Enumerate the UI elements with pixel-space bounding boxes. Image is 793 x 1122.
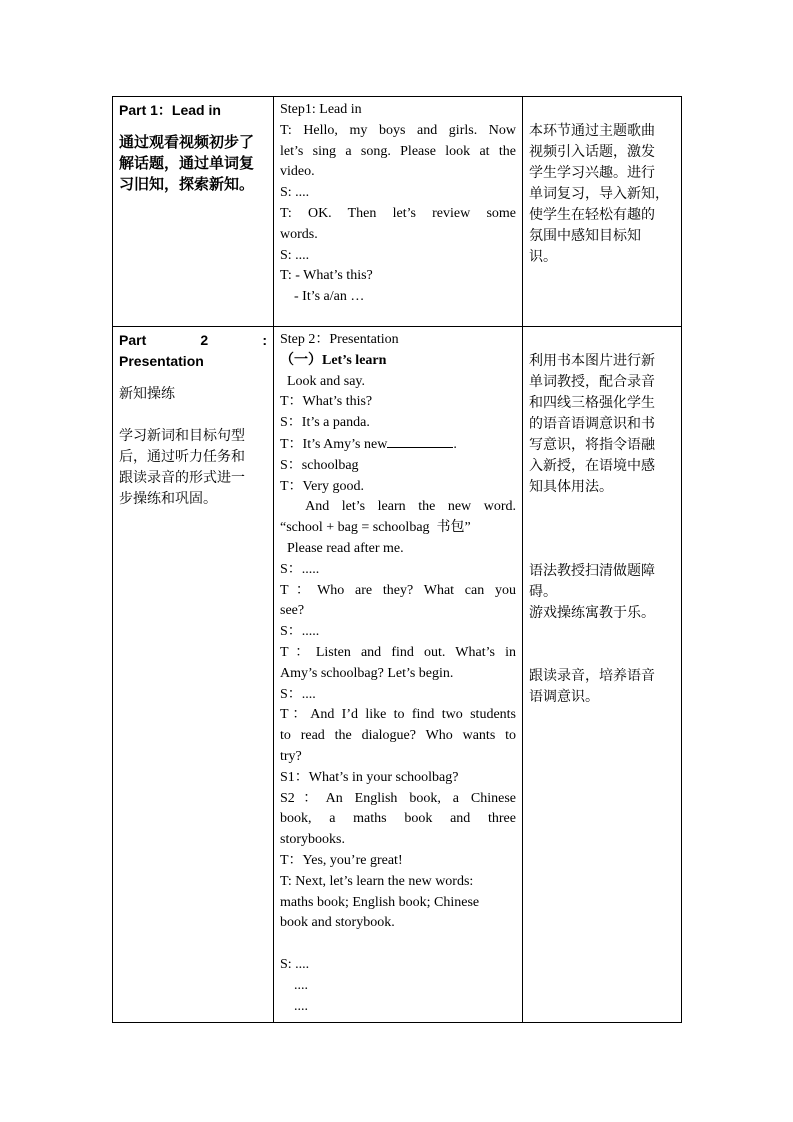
intent-line: 语调意识。 bbox=[529, 689, 599, 705]
dialogue-line: S：schoolbag bbox=[280, 457, 359, 473]
dialogue-line: .... bbox=[280, 977, 308, 993]
intent-line: 本环节通过主题歌曲 bbox=[529, 123, 655, 139]
intent-line: 单词复习，导入新知， bbox=[529, 186, 669, 202]
part1-objective-line: 解话题，通过单词复 bbox=[119, 155, 255, 172]
dialogue-line: S: .... bbox=[280, 957, 310, 973]
dialogue-line: T: - What’s this? bbox=[280, 268, 373, 284]
dialogue-line: to read the dialogue? Who wants to bbox=[280, 728, 516, 744]
dialogue-line: S：..... bbox=[280, 624, 320, 640]
part2-title-word: Part bbox=[119, 332, 147, 348]
part2-intent-cell bbox=[523, 327, 682, 1023]
dialogue-line: T：Very good. bbox=[280, 478, 364, 494]
dialogue-line: - It’s a/an … bbox=[280, 289, 365, 305]
dialogue-line: book, a maths book and three bbox=[280, 811, 516, 827]
dialogue-line: try? bbox=[280, 748, 302, 764]
part1-objective-line: 通过观看视频初步了 bbox=[119, 134, 255, 151]
intent-line: 写意识，将指令语融 bbox=[529, 437, 655, 453]
intent-line: 氛围中感知目标知 bbox=[529, 228, 641, 244]
dialogue-line: words. bbox=[280, 226, 318, 242]
section-title: （一）Let’s learn bbox=[280, 352, 387, 368]
part2-objective-cell bbox=[113, 327, 274, 1023]
dialogue-line: T：Who are they? What can you bbox=[280, 582, 516, 598]
dialogue-line: And let’s learn the new word. bbox=[280, 499, 516, 515]
dialogue-line: T：What’s this? bbox=[280, 394, 373, 410]
part1-intent-cell bbox=[523, 97, 682, 327]
dialogue-line: book and storybook. bbox=[280, 915, 395, 931]
part2-title-number: 2 bbox=[200, 332, 209, 348]
dialogue-line: S1：What’s in your schoolbag? bbox=[280, 769, 459, 785]
part2-objective-line: 后，通过听力任务和 bbox=[119, 448, 245, 465]
dialogue-line: S: .... bbox=[280, 247, 310, 263]
part1-objective-line: 习旧知，探索新知。 bbox=[119, 176, 255, 193]
dialogue-line: Amy’s schoolbag? Let’s begin. bbox=[280, 665, 454, 681]
intent-line: 使学生在轻松有趣的 bbox=[529, 207, 655, 223]
dialogue-line: Look and say. bbox=[280, 373, 366, 389]
row-part-2 bbox=[113, 327, 682, 1023]
part2-objective-line: 跟读录音的形式进一 bbox=[119, 469, 245, 486]
dialogue-line: S：It’s a panda. bbox=[280, 415, 370, 431]
dialogue-line: S：..... bbox=[280, 561, 320, 577]
dialogue-line: T：Listen and find out. What’s in bbox=[280, 644, 516, 660]
part2-subtitle: 新知操练 bbox=[119, 385, 175, 402]
step-title: Step 2：Presentation bbox=[280, 332, 399, 347]
dialogue-line-with-blank bbox=[280, 434, 516, 456]
dialogue-line: T：And I’d like to find two students bbox=[280, 707, 516, 723]
intent-line: 碍。 bbox=[529, 584, 557, 600]
intent-line: 和四线三格强化学生 bbox=[529, 395, 655, 411]
dialogue-line: storybooks. bbox=[280, 832, 345, 848]
intent-line: 视频引入话题，激发 bbox=[529, 144, 655, 160]
blank-suffix: . bbox=[453, 436, 457, 452]
dialogue-line: Please read after me. bbox=[280, 540, 404, 556]
row-part-1 bbox=[113, 97, 682, 327]
intent-line: 跟读录音，培养语音 bbox=[529, 668, 655, 684]
part1-objective-cell bbox=[113, 97, 274, 327]
part2-objective-line: 步操练和巩固。 bbox=[119, 490, 217, 507]
dialogue-line: T: OK. Then let’s review some bbox=[280, 205, 516, 221]
intent-line: 学生学习兴趣。进行 bbox=[529, 165, 655, 181]
dialogue-line: S2：An English book, a Chinese bbox=[280, 790, 516, 806]
dialogue-line: S: .... bbox=[280, 185, 310, 201]
dialogue-line: maths book; English book; Chinese bbox=[280, 894, 480, 910]
dialogue-line: T: Next, let’s learn the new words: bbox=[280, 873, 474, 889]
dialogue-line: .... bbox=[280, 998, 308, 1014]
intent-line: 游戏操练寓教于乐。 bbox=[529, 605, 655, 621]
intent-line: 的语音语调意识和书 bbox=[529, 416, 655, 432]
intent-line: 知具体用法。 bbox=[529, 479, 613, 495]
intent-line: 识。 bbox=[529, 249, 557, 265]
dialogue-line: S：.... bbox=[280, 686, 316, 702]
intent-line: 入新授，在语境中感 bbox=[529, 458, 655, 474]
part1-procedure-cell bbox=[274, 97, 523, 327]
intent-line: 利用书本图片进行新 bbox=[529, 353, 655, 369]
part2-title-line-1 bbox=[119, 330, 267, 351]
dialogue-line: see? bbox=[280, 603, 305, 619]
dialogue-line: let’s sing a song. Please look at the bbox=[280, 143, 516, 159]
part2-title-line-2: Presentation bbox=[119, 352, 204, 369]
fill-in-blank bbox=[387, 434, 453, 448]
lesson-plan-table bbox=[112, 96, 682, 1023]
part2-procedure-cell bbox=[274, 327, 523, 1023]
dialogue-line: video. bbox=[280, 164, 315, 180]
dialogue-line: “school + bag = schoolbag 书包” bbox=[280, 520, 471, 536]
step-title: Step1: Lead in bbox=[280, 102, 362, 117]
part1-title: Part 1：Lead in bbox=[119, 102, 221, 118]
part2-objective-line: 学习新词和目标句型 bbox=[119, 427, 245, 444]
intent-line: 语法教授扫清做题障 bbox=[529, 563, 655, 579]
blank-prefix: T：It’s Amy’s new bbox=[280, 436, 388, 452]
dialogue-line: T：Yes, you’re great! bbox=[280, 852, 403, 868]
intent-line: 单词教授，配合录音 bbox=[529, 374, 655, 390]
dialogue-line: T: Hello, my boys and girls. Now bbox=[280, 122, 516, 138]
part2-title-colon: : bbox=[262, 332, 267, 348]
